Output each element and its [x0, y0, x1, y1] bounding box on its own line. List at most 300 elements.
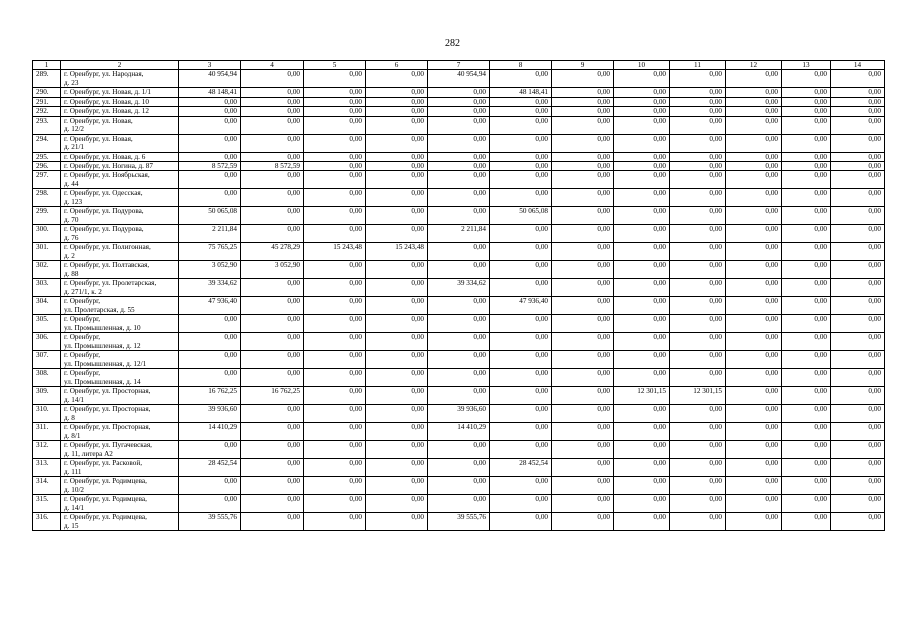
value-cell: 0,00 [670, 70, 726, 88]
value-cell: 0,00 [304, 477, 366, 495]
value-cell: 0,00 [428, 116, 490, 134]
value-cell: 12 301,15 [614, 387, 670, 405]
value-cell: 0,00 [552, 441, 614, 459]
address-line: г. Оренбург, ул. Родимцева, [64, 513, 147, 522]
column-header: 10 [614, 61, 670, 70]
value-cell: 0,00 [726, 315, 782, 333]
row-number: 304. [33, 297, 61, 315]
value-cell: 0,00 [726, 297, 782, 315]
address-cell [61, 333, 179, 351]
address-line: г. Оренбург, ул. Новая, [64, 134, 133, 143]
address-line: г. Оренбург, [64, 297, 101, 306]
value-cell: 0,00 [831, 162, 885, 171]
value-cell: 0,00 [614, 116, 670, 134]
column-header: 8 [490, 61, 552, 70]
value-cell: 0,00 [782, 189, 831, 207]
column-header: 7 [428, 61, 490, 70]
address-line: д. 44 [64, 179, 79, 188]
value-cell: 0,00 [304, 279, 366, 297]
value-cell: 15 243,48 [304, 243, 366, 261]
column-header: 4 [241, 61, 304, 70]
value-cell: 0,00 [782, 225, 831, 243]
value-cell: 0,00 [782, 333, 831, 351]
value-cell: 0,00 [366, 189, 428, 207]
value-cell: 0,00 [614, 351, 670, 369]
value-cell: 0,00 [726, 405, 782, 423]
value-cell: 0,00 [552, 171, 614, 189]
value-cell: 0,00 [304, 423, 366, 441]
address-cell [61, 70, 179, 88]
value-cell: 0,00 [726, 207, 782, 225]
address-line: д. 12/2 [64, 125, 85, 134]
value-cell: 0,00 [366, 88, 428, 97]
value-cell: 0,00 [304, 387, 366, 405]
value-cell: 0,00 [552, 405, 614, 423]
value-cell: 0,00 [241, 351, 304, 369]
address-line: д. 15 [64, 521, 79, 530]
address-line: г. Оренбург, [64, 369, 101, 378]
value-cell: 0,00 [670, 261, 726, 279]
value-cell: 0,00 [241, 97, 304, 106]
value-cell: 0,00 [614, 162, 670, 171]
value-cell: 0,00 [831, 423, 885, 441]
value-cell: 39 334,62 [179, 279, 241, 297]
address-line: г. Оренбург, [64, 333, 101, 342]
value-cell: 12 301,15 [670, 387, 726, 405]
value-cell: 0,00 [241, 107, 304, 116]
value-cell: 0,00 [366, 477, 428, 495]
value-cell: 0,00 [490, 225, 552, 243]
value-cell: 50 065,08 [179, 207, 241, 225]
value-cell: 47 936,40 [490, 297, 552, 315]
value-cell: 0,00 [614, 333, 670, 351]
value-cell: 0,00 [241, 207, 304, 225]
address-line: д. 271/1, к. 2 [64, 287, 102, 296]
value-cell: 0,00 [241, 279, 304, 297]
value-cell: 0,00 [304, 495, 366, 513]
value-cell: 0,00 [831, 315, 885, 333]
value-cell: 0,00 [490, 423, 552, 441]
table-row [33, 261, 885, 279]
value-cell: 0,00 [428, 152, 490, 161]
value-cell: 0,00 [490, 70, 552, 88]
value-cell: 0,00 [428, 243, 490, 261]
address-cell [61, 243, 179, 261]
address-cell [61, 107, 179, 116]
value-cell: 0,00 [782, 351, 831, 369]
value-cell: 0,00 [490, 152, 552, 161]
value-cell: 0,00 [241, 171, 304, 189]
column-header: 14 [831, 61, 885, 70]
value-cell: 0,00 [241, 405, 304, 423]
value-cell: 0,00 [726, 513, 782, 531]
value-cell: 0,00 [670, 97, 726, 106]
value-cell: 0,00 [304, 171, 366, 189]
value-cell: 39 555,76 [428, 513, 490, 531]
value-cell: 0,00 [428, 88, 490, 97]
value-cell: 0,00 [304, 97, 366, 106]
table-row [33, 495, 885, 513]
address-cell [61, 134, 179, 152]
value-cell: 0,00 [782, 152, 831, 161]
value-cell: 0,00 [428, 134, 490, 152]
row-number: 313. [33, 459, 61, 477]
table-row [33, 459, 885, 477]
value-cell: 0,00 [179, 351, 241, 369]
value-cell: 0,00 [366, 333, 428, 351]
value-cell: 0,00 [831, 70, 885, 88]
value-cell: 0,00 [366, 171, 428, 189]
column-header: 9 [552, 61, 614, 70]
row-number: 311. [33, 423, 61, 441]
value-cell: 0,00 [782, 134, 831, 152]
value-cell: 0,00 [179, 171, 241, 189]
value-cell: 0,00 [614, 261, 670, 279]
row-number: 295. [33, 152, 61, 161]
value-cell: 0,00 [241, 116, 304, 134]
value-cell: 0,00 [614, 297, 670, 315]
address-line: г. Оренбург, ул. Родимцева, [64, 495, 147, 504]
table-row [33, 351, 885, 369]
address-cell [61, 405, 179, 423]
value-cell: 0,00 [670, 441, 726, 459]
row-number: 316. [33, 513, 61, 531]
value-cell: 0,00 [490, 441, 552, 459]
value-cell: 0,00 [366, 225, 428, 243]
value-cell: 0,00 [490, 134, 552, 152]
row-number: 299. [33, 207, 61, 225]
address-line: г. Оренбург, ул. Ноябрьская, [64, 171, 150, 180]
value-cell: 0,00 [670, 459, 726, 477]
address-line: г. Оренбург, ул. Полтавская, [64, 261, 150, 270]
value-cell: 0,00 [428, 171, 490, 189]
value-cell: 0,00 [614, 97, 670, 106]
address-line: д. 14/1 [64, 395, 85, 404]
value-cell: 0,00 [831, 189, 885, 207]
address-line: ул. Промышленная, д. 14 [64, 377, 141, 386]
value-cell: 28 452,54 [179, 459, 241, 477]
address-line: г. Оренбург, ул. Пугачевская, [64, 441, 152, 450]
value-cell: 0,00 [428, 477, 490, 495]
value-cell: 0,00 [831, 261, 885, 279]
value-cell: 0,00 [366, 207, 428, 225]
value-cell: 0,00 [366, 513, 428, 531]
value-cell: 47 936,40 [179, 297, 241, 315]
address-line: г. Оренбург, ул. Просторная, [64, 423, 151, 432]
value-cell: 0,00 [490, 477, 552, 495]
value-cell: 50 065,08 [490, 207, 552, 225]
address-cell [61, 297, 179, 315]
value-cell: 0,00 [241, 88, 304, 97]
address-line: г. Оренбург, ул. Новая, д. 12 [64, 107, 149, 116]
value-cell: 0,00 [831, 477, 885, 495]
address-line: д. 111 [64, 467, 82, 476]
table-row [33, 513, 885, 531]
value-cell: 0,00 [552, 97, 614, 106]
value-cell: 0,00 [782, 297, 831, 315]
table-row [33, 297, 885, 315]
value-cell: 40 954,94 [428, 70, 490, 88]
address-line: г. Оренбург, ул. Новая, [64, 116, 133, 125]
value-cell: 0,00 [670, 405, 726, 423]
value-cell: 0,00 [428, 297, 490, 315]
value-cell: 0,00 [179, 107, 241, 116]
address-line: д. 2 [64, 251, 75, 260]
value-cell: 0,00 [614, 88, 670, 97]
value-cell: 0,00 [490, 513, 552, 531]
value-cell: 0,00 [179, 333, 241, 351]
value-cell: 0,00 [831, 369, 885, 387]
address-cell [61, 97, 179, 106]
value-cell: 0,00 [552, 297, 614, 315]
value-cell: 0,00 [782, 279, 831, 297]
address-line: ул. Промышленная, д. 12 [64, 341, 141, 350]
column-header: 12 [726, 61, 782, 70]
address-cell [61, 477, 179, 495]
value-cell: 0,00 [726, 134, 782, 152]
table-row [33, 70, 885, 88]
value-cell: 0,00 [366, 279, 428, 297]
value-cell: 0,00 [614, 243, 670, 261]
value-cell: 0,00 [782, 423, 831, 441]
value-cell: 0,00 [614, 495, 670, 513]
value-cell: 0,00 [241, 369, 304, 387]
value-cell: 0,00 [831, 225, 885, 243]
value-cell: 0,00 [726, 116, 782, 134]
address-line: ул. Промышленная, д. 12/1 [64, 359, 147, 368]
value-cell: 0,00 [428, 441, 490, 459]
value-cell: 39 936,60 [179, 405, 241, 423]
address-line: д. 14/1 [64, 503, 85, 512]
value-cell: 0,00 [670, 189, 726, 207]
value-cell: 0,00 [614, 225, 670, 243]
address-line: ул. Пролетарская, д. 55 [64, 305, 135, 314]
value-cell: 8 572,59 [241, 162, 304, 171]
value-cell: 0,00 [241, 225, 304, 243]
column-header: 1 [33, 61, 61, 70]
value-cell: 0,00 [428, 315, 490, 333]
value-cell: 0,00 [831, 107, 885, 116]
row-number: 296. [33, 162, 61, 171]
value-cell: 0,00 [304, 261, 366, 279]
value-cell: 0,00 [782, 387, 831, 405]
address-line: г. Оренбург, ул. Ногина, д. 87 [64, 162, 153, 171]
value-cell: 0,00 [831, 134, 885, 152]
value-cell: 0,00 [366, 423, 428, 441]
value-cell: 45 278,29 [241, 243, 304, 261]
address-line: д. 23 [64, 78, 79, 87]
value-cell: 0,00 [782, 477, 831, 495]
table-row [33, 333, 885, 351]
value-cell: 48 148,41 [179, 88, 241, 97]
value-cell: 0,00 [428, 351, 490, 369]
address-cell [61, 513, 179, 531]
value-cell: 40 954,94 [179, 70, 241, 88]
value-cell: 0,00 [782, 88, 831, 97]
value-cell: 0,00 [726, 387, 782, 405]
value-cell: 0,00 [304, 315, 366, 333]
row-number: 300. [33, 225, 61, 243]
value-cell: 0,00 [552, 243, 614, 261]
value-cell: 2 211,84 [179, 225, 241, 243]
value-cell: 0,00 [782, 495, 831, 513]
table-row [33, 88, 885, 97]
value-cell: 0,00 [304, 107, 366, 116]
row-number: 309. [33, 387, 61, 405]
table-row [33, 369, 885, 387]
address-cell [61, 207, 179, 225]
value-cell: 0,00 [304, 116, 366, 134]
value-cell: 0,00 [428, 495, 490, 513]
address-line: г. Оренбург, [64, 351, 101, 360]
row-number: 312. [33, 441, 61, 459]
value-cell: 3 052,90 [179, 261, 241, 279]
row-number: 292. [33, 107, 61, 116]
value-cell: 0,00 [304, 88, 366, 97]
value-cell: 0,00 [366, 441, 428, 459]
value-cell: 0,00 [428, 369, 490, 387]
value-cell: 0,00 [241, 477, 304, 495]
address-line: д. 10/2 [64, 485, 85, 494]
value-cell: 0,00 [241, 459, 304, 477]
value-cell: 0,00 [552, 315, 614, 333]
value-cell: 0,00 [614, 513, 670, 531]
value-cell: 0,00 [614, 207, 670, 225]
address-cell [61, 261, 179, 279]
value-cell: 28 452,54 [490, 459, 552, 477]
value-cell: 0,00 [366, 459, 428, 477]
value-cell: 0,00 [670, 88, 726, 97]
value-cell: 0,00 [831, 88, 885, 97]
value-cell: 0,00 [490, 315, 552, 333]
value-cell: 0,00 [670, 162, 726, 171]
column-header: 3 [179, 61, 241, 70]
value-cell: 0,00 [726, 225, 782, 243]
value-cell: 0,00 [179, 97, 241, 106]
row-number: 308. [33, 369, 61, 387]
row-number: 291. [33, 97, 61, 106]
address-cell [61, 189, 179, 207]
value-cell: 0,00 [552, 477, 614, 495]
row-number: 290. [33, 88, 61, 97]
row-number: 303. [33, 279, 61, 297]
value-cell: 0,00 [726, 70, 782, 88]
value-cell: 0,00 [366, 495, 428, 513]
value-cell: 0,00 [490, 387, 552, 405]
value-cell: 8 572,59 [179, 162, 241, 171]
value-cell: 39 936,60 [428, 405, 490, 423]
value-cell: 0,00 [726, 261, 782, 279]
value-cell: 0,00 [304, 134, 366, 152]
value-cell: 0,00 [241, 495, 304, 513]
value-cell: 0,00 [179, 315, 241, 333]
value-cell: 0,00 [782, 261, 831, 279]
row-number: 310. [33, 405, 61, 423]
value-cell: 0,00 [614, 279, 670, 297]
value-cell: 0,00 [726, 477, 782, 495]
value-cell: 16 762,25 [179, 387, 241, 405]
value-cell: 0,00 [670, 477, 726, 495]
value-cell: 39 334,62 [428, 279, 490, 297]
value-cell: 0,00 [304, 162, 366, 171]
address-line: г. Оренбург, ул. Просторная, [64, 405, 151, 414]
value-cell: 0,00 [366, 162, 428, 171]
address-cell [61, 225, 179, 243]
value-cell: 0,00 [831, 405, 885, 423]
value-cell: 0,00 [428, 387, 490, 405]
table-row [33, 152, 885, 161]
value-cell: 0,00 [366, 152, 428, 161]
value-cell: 0,00 [670, 243, 726, 261]
table-row [33, 279, 885, 297]
table-row [33, 116, 885, 134]
address-line: г. Оренбург, ул. Новая, д. 10 [64, 97, 149, 106]
row-number: 297. [33, 171, 61, 189]
address-line: д. 8 [64, 413, 75, 422]
value-cell: 0,00 [552, 495, 614, 513]
address-cell [61, 88, 179, 97]
value-cell: 0,00 [614, 369, 670, 387]
row-number: 305. [33, 315, 61, 333]
value-cell: 0,00 [782, 459, 831, 477]
value-cell: 0,00 [304, 225, 366, 243]
value-cell: 0,00 [726, 243, 782, 261]
value-cell: 14 410,29 [428, 423, 490, 441]
value-cell: 0,00 [552, 162, 614, 171]
value-cell: 0,00 [726, 88, 782, 97]
address-line: д. 76 [64, 233, 79, 242]
value-cell: 0,00 [670, 152, 726, 161]
value-cell: 75 765,25 [179, 243, 241, 261]
value-cell: 0,00 [670, 171, 726, 189]
address-line: г. Оренбург, ул. Подурова, [64, 225, 144, 234]
value-cell: 0,00 [782, 369, 831, 387]
value-cell: 0,00 [179, 477, 241, 495]
table-row [33, 97, 885, 106]
value-cell: 0,00 [614, 134, 670, 152]
value-cell: 0,00 [782, 207, 831, 225]
row-number: 293. [33, 116, 61, 134]
value-cell: 0,00 [552, 207, 614, 225]
table-row [33, 315, 885, 333]
table-row [33, 171, 885, 189]
address-line: д. 88 [64, 269, 79, 278]
value-cell: 0,00 [670, 315, 726, 333]
address-cell [61, 152, 179, 161]
value-cell: 0,00 [428, 333, 490, 351]
table-row [33, 207, 885, 225]
value-cell: 0,00 [490, 171, 552, 189]
value-cell: 0,00 [782, 441, 831, 459]
value-cell: 0,00 [726, 423, 782, 441]
value-cell: 0,00 [428, 162, 490, 171]
value-cell: 0,00 [304, 207, 366, 225]
value-cell: 0,00 [552, 189, 614, 207]
value-cell: 0,00 [552, 513, 614, 531]
value-cell: 0,00 [179, 134, 241, 152]
address-line: г. Оренбург, ул. Новая, д. 1/1 [64, 88, 151, 97]
value-cell: 0,00 [304, 351, 366, 369]
table-row [33, 225, 885, 243]
value-cell: 0,00 [726, 351, 782, 369]
value-cell: 15 243,48 [366, 243, 428, 261]
address-line: г. Оренбург, [64, 315, 101, 324]
value-cell: 0,00 [614, 441, 670, 459]
table-row [33, 189, 885, 207]
value-cell: 0,00 [304, 405, 366, 423]
value-cell: 0,00 [831, 333, 885, 351]
value-cell: 0,00 [726, 171, 782, 189]
